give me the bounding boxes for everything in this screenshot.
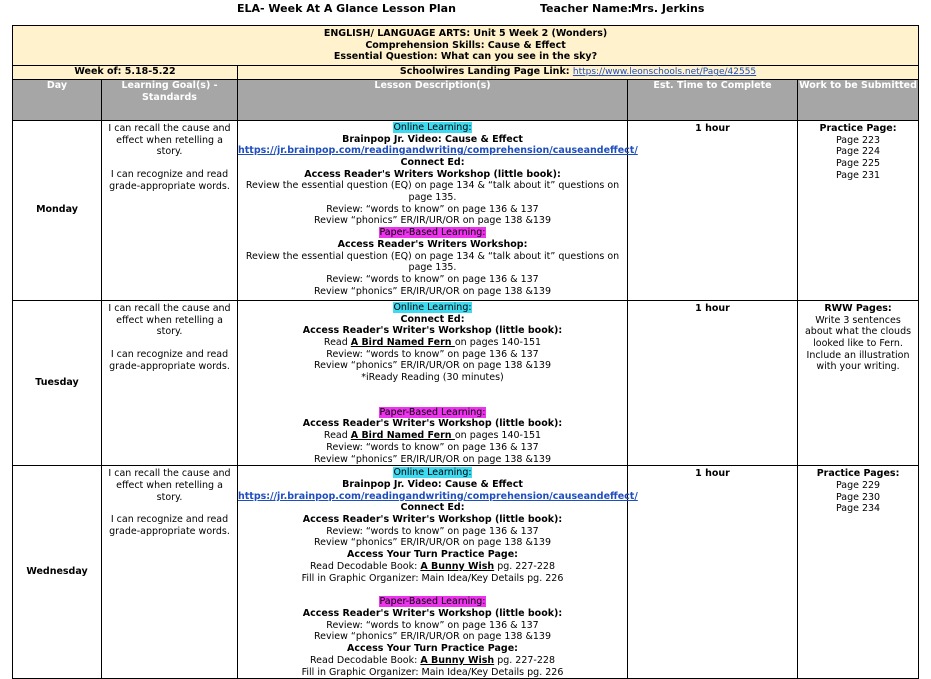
essential-question: Essential Question: What can you see in the sky?: [333, 51, 598, 63]
work-item: Page 229: [835, 479, 881, 491]
decodable-pages: pg. 227-228: [494, 654, 555, 666]
week-of: Week of: 5.18-5.22: [13, 66, 238, 80]
eq-line: Review the essential question (EQ) on page 134 & “talk about it” questions on: [245, 180, 620, 192]
unit-banner: [13, 26, 919, 66]
eq-line: page 135.: [408, 262, 457, 274]
work-item: Include an illustration: [806, 349, 910, 361]
work-title: RWW Pages:: [824, 302, 892, 314]
access-workshop: Access Reader's Writers Workshop (little book):: [304, 168, 561, 180]
words-to-know: Review: “words to know” on page 136 & 137: [326, 525, 539, 537]
book-title: A Bird Named Fern: [350, 336, 455, 348]
video-title: Brainpop Jr. Video: Cause & Effect: [342, 133, 523, 145]
col-day: Day: [13, 79, 102, 120]
teacher-label: Teacher Name:: [540, 2, 632, 15]
work-item: Page 223: [835, 134, 881, 146]
col-time: Est. Time to Complete: [628, 79, 798, 120]
lesson-wednesday: [238, 466, 638, 679]
decodable-line: [238, 561, 627, 573]
col-goals: Learning Goal(s) - Standards: [102, 79, 238, 120]
col-lesson: Lesson Description(s): [238, 79, 628, 120]
online-learning-tag: Online Learning:: [393, 467, 472, 479]
your-turn-page: Access Your Turn Practice Page:: [347, 549, 518, 561]
work-item: Write 3 sentences: [815, 314, 901, 326]
work-tuesday: [798, 300, 919, 465]
read-pages: on pages 140-151: [454, 336, 542, 348]
eq-line: Review the essential question (EQ) on page 134 & “talk about it” questions on: [245, 250, 620, 262]
words-to-know: Review: “words to know” on page 136 & 137: [326, 203, 539, 215]
brainpop-link[interactable]: https://jr.brainpop.com/readingandwriting/comprehension/causeandeffect/: [238, 145, 638, 157]
goals-monday: [102, 120, 238, 300]
video-title: Brainpop Jr. Video: Cause & Effect: [342, 478, 523, 490]
connect-ed: Connect Ed:: [400, 502, 465, 514]
work-item: with your writing.: [816, 361, 900, 373]
landing-page-cell: [238, 66, 919, 80]
access-workshop: Access Reader's Writer's Workshop (little book):: [302, 418, 563, 430]
access-workshop: Access Reader's Writer's Workshop (little book):: [302, 607, 563, 619]
decodable-line: [238, 655, 627, 667]
document-header: [0, 0, 931, 22]
day-tuesday: Tuesday: [13, 300, 102, 465]
table-row-wednesday: [13, 466, 919, 679]
col-work: Work to be Submitted: [798, 79, 919, 120]
book-title: A Bunny Wish: [420, 560, 495, 572]
lesson-plan-table: [12, 25, 919, 679]
time-monday: 1 hour: [628, 120, 798, 300]
work-item: Page 231: [835, 169, 881, 181]
work-monday: [798, 120, 919, 300]
iready-reading: *iReady Reading (30 minutes): [361, 372, 504, 384]
goal-words: I can recognize and read grade-appropriate words.: [109, 514, 230, 538]
phonics-review: Review “phonics” ER/IR/UR/OR on page 138 &139: [313, 453, 552, 465]
goals-tuesday: [102, 300, 238, 465]
read-line: [238, 430, 627, 442]
phonics-review: Review “phonics” ER/IR/UR/OR on page 138 &139: [313, 285, 552, 297]
decodable-prefix: Read Decodable Book:: [309, 560, 421, 572]
brainpop-link[interactable]: https://jr.brainpop.com/readingandwriting/comprehension/causeandeffect/: [238, 490, 638, 502]
paper-learning-tag: Paper-Based Learning:: [379, 406, 486, 418]
access-workshop: Access Reader's Writer's Workshop (little book):: [302, 514, 563, 526]
graphic-organizer: Fill in Graphic Organizer: Main Idea/Key Details pg. 226: [301, 572, 564, 584]
comprehension-skill: Comprehension Skills: Cause & Effect: [365, 39, 566, 51]
words-to-know: Review: “words to know” on page 136 & 137: [326, 348, 539, 360]
words-to-know: Review: “words to know” on page 136 & 137: [326, 619, 539, 631]
connect-ed: Connect Ed:: [400, 313, 465, 325]
paper-learning-tag: Paper-Based Learning:: [379, 596, 486, 608]
goals-wednesday: [102, 466, 238, 679]
connect-ed: Connect Ed:: [400, 156, 465, 168]
phonics-review: Review “phonics” ER/IR/UR/OR on page 138 &139: [313, 215, 552, 227]
work-wednesday: [798, 466, 919, 679]
decodable-prefix: Read Decodable Book:: [309, 654, 421, 666]
goal-words: I can recognize and read grade-appropriate words.: [109, 168, 230, 192]
work-item: Page 225: [835, 157, 881, 169]
goal-words: I can recognize and read grade-appropriate words.: [109, 348, 230, 372]
work-item: looked like to Fern.: [813, 337, 903, 349]
read-pages: on pages 140-151: [454, 430, 542, 442]
book-title: A Bunny Wish: [420, 654, 495, 666]
goal-cause-effect: I can recall the cause and effect when retelling a story.: [108, 122, 231, 158]
day-wednesday: Wednesday: [13, 466, 102, 679]
phonics-review: Review “phonics” ER/IR/UR/OR on page 138 &139: [313, 537, 552, 549]
landing-page-link[interactable]: https://www.leonschools.net/Page/42555: [572, 67, 757, 78]
goal-cause-effect: I can recall the cause and effect when retelling a story.: [108, 302, 231, 338]
your-turn-page: Access Your Turn Practice Page:: [347, 643, 518, 655]
work-title: Practice Page:: [819, 122, 897, 134]
document-title: ELA- Week At A Glance Lesson Plan: [237, 2, 456, 15]
online-learning-tag: Online Learning:: [393, 301, 472, 313]
decodable-pages: pg. 227-228: [494, 560, 555, 572]
words-to-know: Review: “words to know” on page 136 & 137: [326, 273, 539, 285]
online-learning-tag: Online Learning:: [393, 121, 472, 133]
phonics-review: Review “phonics” ER/IR/UR/OR on page 138 &139: [313, 631, 552, 643]
paper-learning-tag: Paper-Based Learning:: [379, 227, 486, 239]
work-item: Page 234: [835, 503, 881, 515]
graphic-organizer: Fill in Graphic Organizer: Main Idea/Key Details pg. 226: [301, 666, 564, 678]
phonics-review: Review “phonics” ER/IR/UR/OR on page 138 &139: [313, 360, 552, 372]
access-workshop: Access Reader's Writers Workshop:: [337, 238, 528, 250]
access-workshop: Access Reader's Writer's Workshop (little book):: [302, 325, 563, 337]
lesson-tuesday: [238, 300, 628, 465]
table-row-monday: [13, 120, 919, 300]
table-row-tuesday: [13, 300, 919, 465]
goal-cause-effect: I can recall the cause and effect when retelling a story.: [108, 468, 231, 503]
day-monday: Monday: [13, 120, 102, 300]
work-item: Page 230: [835, 491, 881, 503]
work-item: Page 224: [835, 146, 881, 158]
read-prefix: Read: [323, 430, 351, 442]
eq-line: page 135.: [408, 192, 457, 204]
time-tuesday: 1 hour: [628, 300, 798, 465]
work-item: about what the clouds: [804, 326, 912, 338]
read-prefix: Read: [323, 336, 351, 348]
teacher-name: Mrs. Jerkins: [631, 2, 705, 15]
unit-title: ENGLISH/ LANGUAGE ARTS: Unit 5 Week 2 (Wonders): [323, 28, 608, 39]
lesson-monday: [238, 120, 638, 300]
words-to-know: Review: “words to know” on page 136 & 137: [326, 441, 539, 453]
book-title: A Bird Named Fern: [350, 430, 455, 442]
read-line: [238, 337, 627, 349]
time-wednesday: 1 hour: [628, 466, 798, 679]
work-title: Practice Pages:: [816, 468, 900, 480]
landing-page-label: Schoolwires Landing Page Link:: [399, 66, 570, 78]
